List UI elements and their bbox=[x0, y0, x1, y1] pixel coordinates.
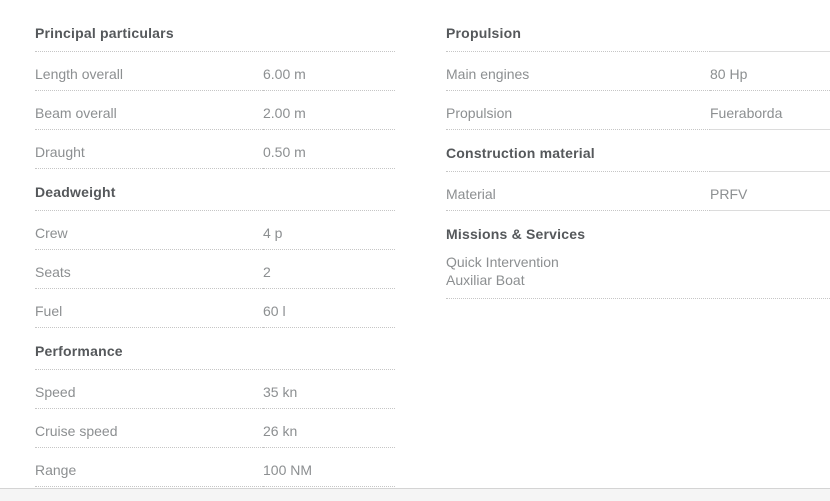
spec-value: 35 kn bbox=[263, 383, 298, 400]
section-missions-services bbox=[446, 211, 830, 299]
section-header-row bbox=[35, 169, 395, 211]
spec-row bbox=[35, 52, 395, 91]
spec-value: 0.50 m bbox=[263, 143, 306, 160]
section-propulsion bbox=[446, 10, 830, 130]
spec-row bbox=[35, 289, 395, 328]
spec-label: Fuel bbox=[35, 302, 63, 319]
spec-row bbox=[35, 211, 395, 250]
mission-item: Auxiliar Boat bbox=[446, 272, 525, 288]
section-header-row bbox=[446, 211, 830, 251]
spec-row bbox=[35, 91, 395, 130]
section-header-row bbox=[35, 328, 395, 370]
spec-value: Fueraborda bbox=[710, 104, 783, 121]
missions-list bbox=[446, 251, 830, 299]
spec-row bbox=[35, 250, 395, 289]
spec-left-column bbox=[35, 10, 395, 487]
spec-right-column bbox=[446, 10, 830, 299]
section-principal-particulars bbox=[35, 10, 395, 169]
spec-row bbox=[446, 91, 830, 130]
spec-row bbox=[35, 409, 395, 448]
spec-label: Cruise speed bbox=[35, 422, 118, 439]
spec-row bbox=[35, 448, 395, 487]
section-header-row bbox=[35, 10, 395, 52]
section-deadweight bbox=[35, 169, 395, 328]
section-title: Construction material bbox=[446, 145, 595, 161]
spec-value: 60 l bbox=[263, 302, 286, 319]
spec-value: 6.00 m bbox=[263, 65, 306, 82]
section-title: Deadweight bbox=[35, 184, 116, 200]
spec-row bbox=[35, 370, 395, 409]
mission-item: Quick Intervention bbox=[446, 254, 559, 270]
spec-value: PRFV bbox=[710, 185, 748, 202]
spec-label: Propulsion bbox=[446, 104, 513, 121]
section-performance bbox=[35, 328, 395, 487]
section-title: Propulsion bbox=[446, 25, 522, 41]
section-title: Principal particulars bbox=[35, 25, 174, 41]
section-header-row bbox=[446, 10, 830, 52]
spec-row bbox=[35, 130, 395, 169]
spec-value: 100 NM bbox=[263, 461, 313, 478]
spec-label: Range bbox=[35, 461, 77, 478]
spec-label: Beam overall bbox=[35, 104, 117, 121]
spec-row bbox=[446, 172, 830, 211]
spec-label: Draught bbox=[35, 143, 85, 160]
spec-label: Main engines bbox=[446, 65, 530, 82]
spec-value: 26 kn bbox=[263, 422, 298, 439]
spec-label: Speed bbox=[35, 383, 76, 400]
spec-value: 4 p bbox=[263, 224, 283, 241]
header-filler bbox=[710, 130, 830, 172]
section-header-row bbox=[446, 130, 830, 172]
spec-label: Material bbox=[446, 185, 496, 202]
bottom-section-bar bbox=[0, 488, 830, 501]
spec-value: 2.00 m bbox=[263, 104, 306, 121]
section-construction-material bbox=[446, 130, 830, 211]
section-title: Missions & Services bbox=[446, 225, 586, 242]
spec-label: Length overall bbox=[35, 65, 123, 82]
spec-row bbox=[446, 52, 830, 91]
spec-label: Seats bbox=[35, 263, 71, 280]
header-filler bbox=[710, 10, 830, 52]
section-title: Performance bbox=[35, 343, 123, 359]
spec-value: 80 Hp bbox=[710, 65, 748, 82]
spec-label: Crew bbox=[35, 224, 68, 241]
spec-value: 2 bbox=[263, 263, 271, 280]
